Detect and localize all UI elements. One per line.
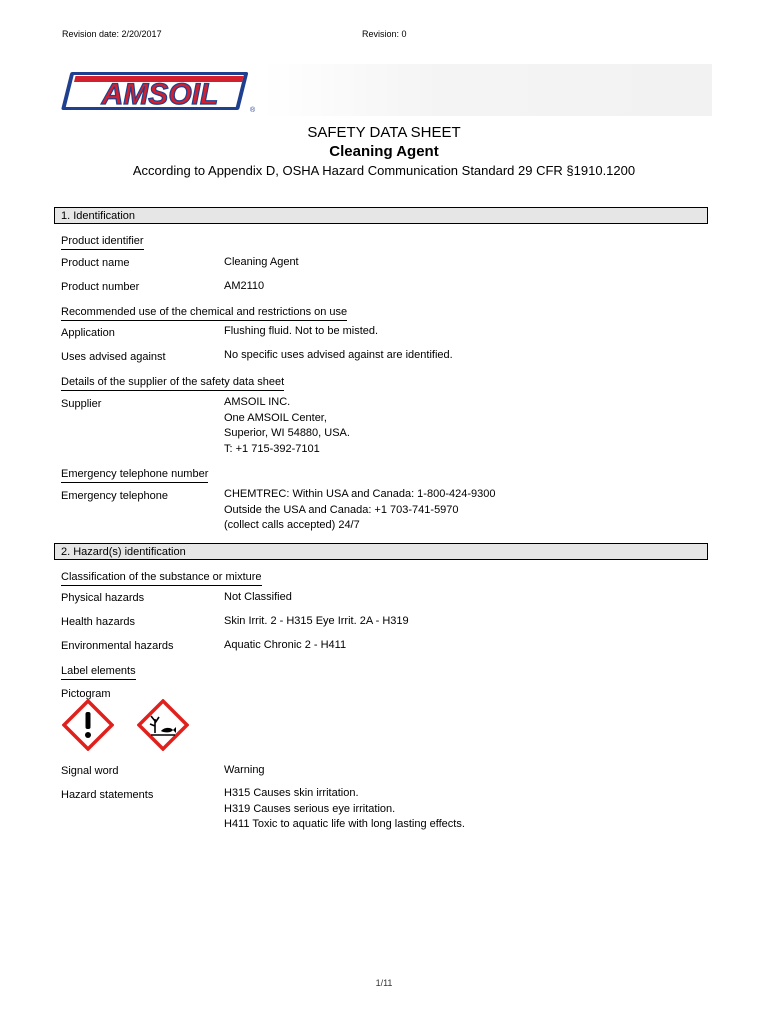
product-name-value: Cleaning Agent <box>224 256 299 268</box>
emergency-line: (collect calls accepted) 24/7 <box>224 519 360 531</box>
product-name-label: Product name <box>61 257 130 269</box>
product-title: Cleaning Agent <box>329 143 439 160</box>
section-1-heading: 1. Identification <box>54 207 708 224</box>
emergency-line: Outside the USA and Canada: +1 703-741-5970 <box>224 503 459 516</box>
signal-word-label: Signal word <box>61 765 119 777</box>
registered-mark: ® <box>250 107 256 114</box>
environmental-hazards-label: Environmental hazards <box>61 640 174 652</box>
emergency-telephone-value <box>224 487 495 534</box>
application-value: Flushing fluid. Not to be misted. <box>224 325 379 337</box>
signal-word-value: Warning <box>224 764 265 776</box>
amsoil-logo <box>58 66 258 116</box>
hazard-statement: H319 Causes serious eye irritation. <box>224 802 396 815</box>
exclamation-mark-pictogram-icon <box>62 699 114 756</box>
hazard-statement: H411 Toxic to aquatic life with long lasting effects. <box>224 818 465 830</box>
page-number: 1/11 <box>375 978 393 988</box>
supplier-line: AMSOIL INC. <box>224 396 291 408</box>
hazard-statement: H315 Causes skin irritation. <box>224 787 359 799</box>
supplier-phone: T: +1 715-392-7101 <box>224 442 320 455</box>
label-elements-subheading: Label elements <box>61 665 136 680</box>
hazard-statements-list <box>224 786 465 833</box>
section-2-heading: 2. Hazard(s) identification <box>54 543 708 560</box>
logo-wordmark: AMSOIL <box>101 78 219 111</box>
revision-number: Revision: 0 <box>362 29 407 39</box>
emergency-number-subheading: Emergency telephone number <box>61 468 208 483</box>
supplier-details-subheading: Details of the supplier of the safety data sheet <box>61 376 284 391</box>
uses-advised-against-value: No specific uses advised against are identified. <box>224 349 453 361</box>
hazard-statements-label: Hazard statements <box>61 789 154 801</box>
recommended-use-subheading: Recommended use of the chemical and restrictions on use <box>61 306 347 321</box>
product-number-value: AM2110 <box>224 280 265 292</box>
physical-hazards-label: Physical hazards <box>61 592 145 604</box>
supplier-label: Supplier <box>61 398 102 410</box>
product-identifier-subheading: Product identifier <box>61 235 144 250</box>
document-title: SAFETY DATA SHEET <box>307 124 461 141</box>
classification-subheading: Classification of the substance or mixture <box>61 571 262 586</box>
environmental-hazards-value: Aquatic Chronic 2 - H411 <box>224 639 347 651</box>
environment-pictogram-icon <box>137 699 189 756</box>
pictogram-label: Pictogram <box>61 688 111 700</box>
emergency-telephone-label: Emergency telephone <box>61 490 169 502</box>
supplier-line: Superior, WI 54880, USA. <box>224 427 350 439</box>
health-hazards-label: Health hazards <box>61 616 135 628</box>
supplier-address <box>224 395 350 457</box>
supplier-line: One AMSOIL Center, <box>224 411 327 424</box>
emergency-line: CHEMTREC: Within USA and Canada: 1-800-424-9300 <box>224 488 496 500</box>
application-label: Application <box>61 327 115 339</box>
regulation-subtitle: According to Appendix D, OSHA Hazard Communication Standard 29 CFR §1910.1200 <box>132 163 636 178</box>
health-hazards-value: Skin Irrit. 2 - H315 Eye Irrit. 2A - H319 <box>224 615 409 627</box>
logo-band <box>262 64 712 116</box>
physical-hazards-value: Not Classified <box>224 591 292 603</box>
revision-date: Revision date: 2/20/2017 <box>62 29 162 39</box>
product-number-label: Product number <box>61 281 140 293</box>
uses-advised-against-label: Uses advised against <box>61 351 166 363</box>
